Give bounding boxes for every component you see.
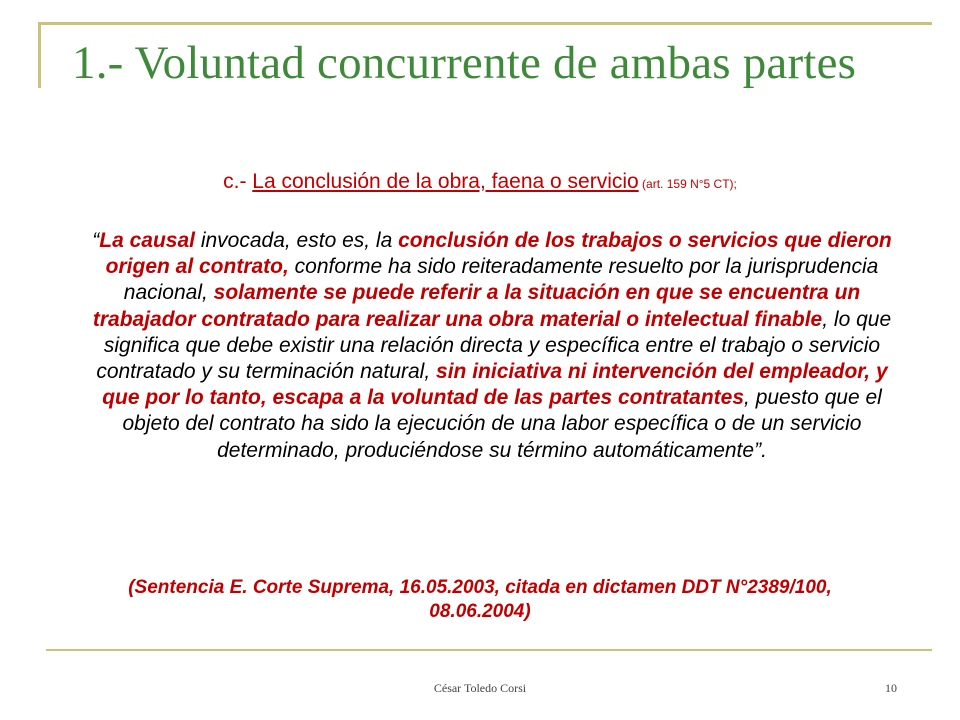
subtitle-reference: (art. 159 N°5 CT); [638, 177, 737, 191]
section-subtitle [0, 170, 960, 194]
quote-segment: conforme ha sido reiteradamente resuelto por la jurisprudencia nacional, [123, 255, 879, 305]
quote-segment: , puesto que el objeto del contrato ha sido la ejecución de una labor específica o de un servicio determinado, produciéndose su término automáticamente”. [122, 386, 882, 462]
quote-segment: “ [92, 229, 100, 252]
footer-divider [46, 649, 932, 651]
quote-emphasis: solamente se puede referir a la situación en que se encuentra un trabajador contratado para realizar una obra material o intelectual finable [92, 281, 861, 331]
citation: (Sentencia E. Corte Suprema, 16.05.2003, citada en dictamen DDT N°2389/100, 08.06.2004) [128, 577, 832, 622]
quote-segment: invocada, esto es, la [194, 229, 399, 252]
subtitle-letter: c.- [223, 170, 253, 193]
jurisprudence-quote [82, 228, 902, 464]
subtitle-link-text: La conclusión de la obra, faena o servicio [252, 170, 639, 193]
quote-emphasis: La causal [99, 229, 195, 252]
frame-vertical-line [38, 22, 41, 88]
quote-segment: , lo que significa que debe existir una relación directa y específica entre el trabajo o servicio contratado y su terminación natural, [96, 307, 892, 384]
quote-emphasis: sin iniciativa ni intervención del empleador, y que por lo tanto, escapa a la voluntad de las partes contratantes [102, 360, 888, 410]
page-number: 10 [885, 681, 897, 695]
quote-emphasis: conclusión de los trabajos o servicios que dieron origen al contrato, [105, 229, 892, 279]
slide-title: 1.- Voluntad concurrente de ambas partes [72, 37, 857, 89]
frame-top-line [38, 22, 932, 25]
footer-author: César Toledo Corsi [433, 681, 527, 695]
